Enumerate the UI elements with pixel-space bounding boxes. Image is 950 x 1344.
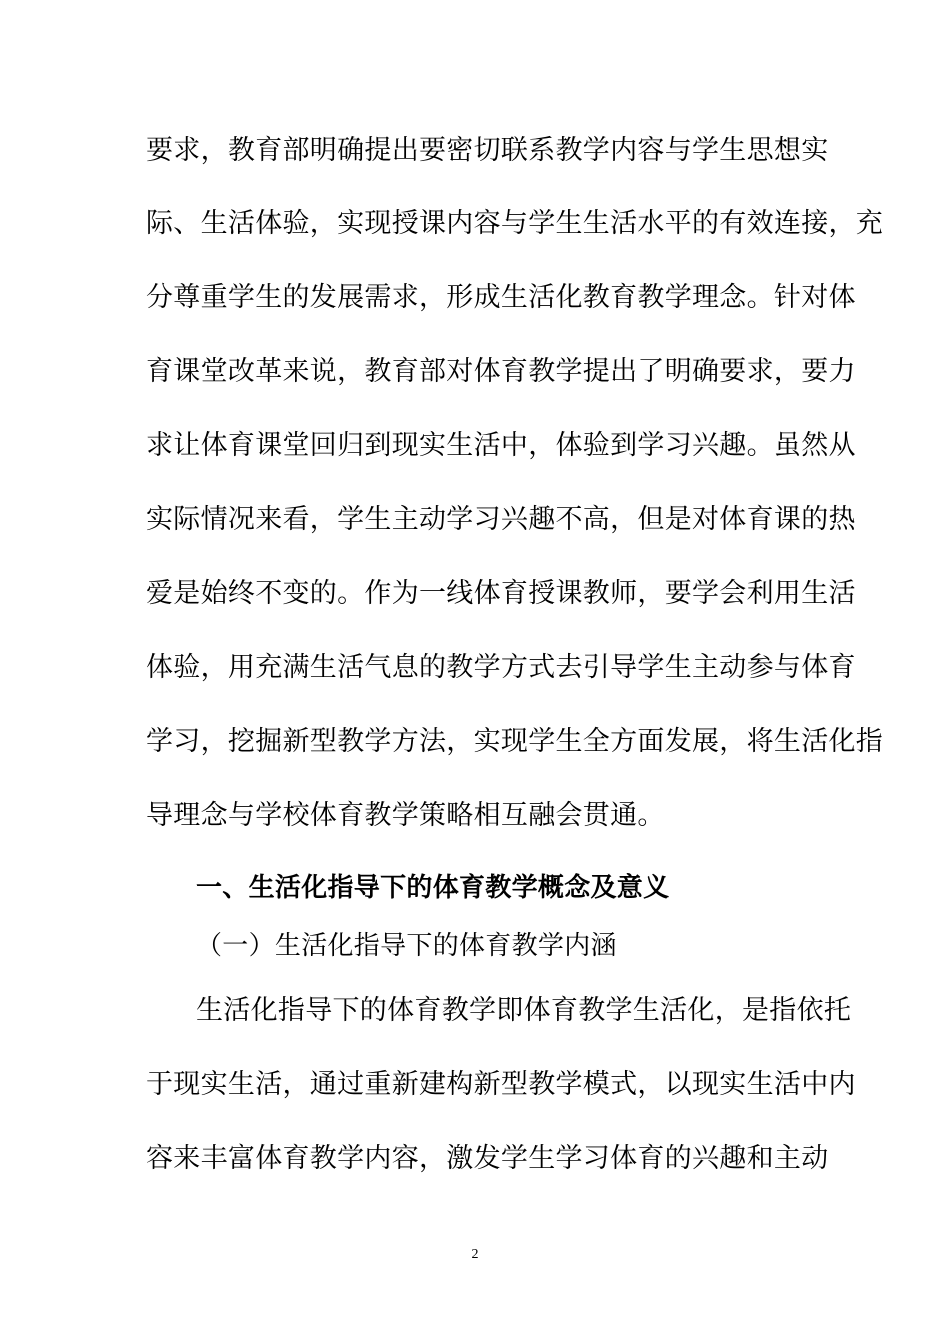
body-text-line: 求让体育课堂回归到现实生活中，体验到学习兴趣。虽然从 — [146, 430, 856, 461]
section-heading: 一、生活化指导下的体育教学概念及意义 — [196, 873, 670, 903]
page-number: 2 — [471, 1247, 479, 1262]
body-text-line: 育课堂改革来说，教育部对体育教学提出了明确要求，要力 — [146, 356, 856, 387]
body-text-line: 生活化指导下的体育教学即体育教学生活化，是指依托 — [196, 995, 852, 1026]
body-text-line: 体验，用充满生活气息的教学方式去引导学生主动参与体育 — [146, 652, 856, 683]
body-text-line: 爱是始终不变的。作为一线体育授课教师，要学会利用生活 — [146, 578, 856, 609]
body-text-line: 要求，教育部明确提出要密切联系教学内容与学生思想实 — [146, 135, 829, 166]
body-text-line: 分尊重学生的发展需求，形成生活化教育教学理念。针对体 — [146, 282, 856, 313]
body-text-line: 导理念与学校体育教学策略相互融会贯通。 — [146, 800, 665, 831]
body-text-line: 际、生活体验，实现授课内容与学生生活水平的有效连接，充 — [146, 208, 884, 239]
body-text-line: 学习，挖掘新型教学方法，实现学生全方面发展，将生活化指 — [146, 726, 884, 757]
subsection-heading: （一）生活化指导下的体育教学内涵 — [196, 931, 617, 961]
body-text-line: 实际情况来看，学生主动学习兴趣不高，但是对体育课的热 — [146, 504, 856, 535]
body-text-line: 容来丰富体育教学内容，激发学生学习体育的兴趣和主动 — [146, 1143, 829, 1174]
body-text-line: 于现实生活，通过重新建构新型教学模式，以现实生活中内 — [146, 1069, 856, 1100]
